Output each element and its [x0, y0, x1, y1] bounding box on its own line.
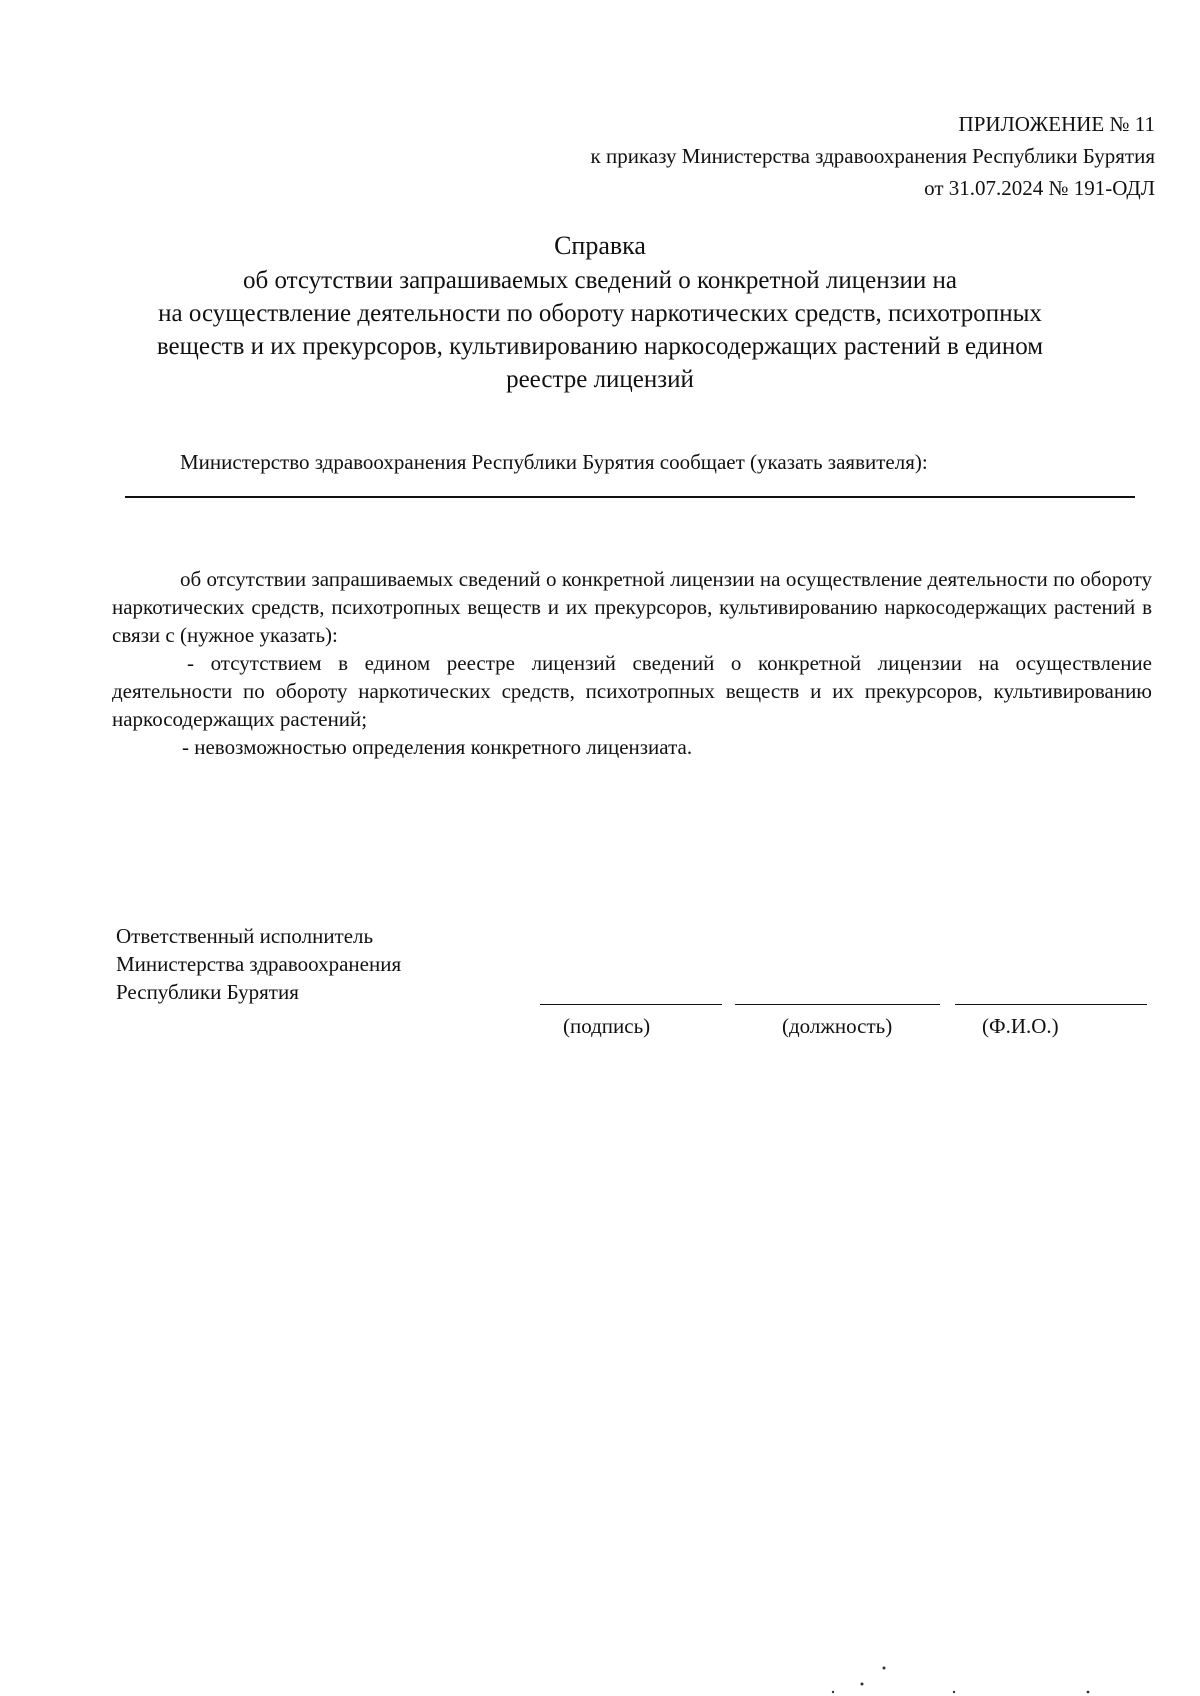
body-paragraph: об отсутствии запрашиваемых сведений о конкретной лицензии на осуществление деятельности по обороту наркотических средств, психотропных веществ и их прекурсоров, культивированию наркосодержащих растений в связи с (нужное указать): — [112, 567, 1152, 647]
title-main: Справка — [554, 231, 646, 260]
executor-line: Ответственный исполнитель — [116, 924, 374, 948]
position-caption: (должность) — [782, 1014, 893, 1038]
order-reference: к приказу Министерства здравоохранения Республики Бурятия — [590, 144, 1155, 168]
executor-line: Министерства здравоохранения — [116, 952, 402, 976]
ministry-statement: Министерство здравоохранения Республики Бурятия сообщает (указать заявителя): — [180, 450, 928, 474]
executor-line: Республики Бурятия — [116, 980, 299, 1004]
body-list-item: - отсутствием в едином реестре лицензий сведений о конкретной лицензии на осуществление деятельности по обороту наркотических средств, психотропных веществ и их прекурсоров, культивированию наркосодержащих растений; — [112, 651, 1152, 731]
body-list-item: - невозможностью определения конкретного лицензиата. — [182, 735, 693, 759]
title-line: реестре лицензий — [506, 366, 694, 393]
signature-caption: (подпись) — [563, 1014, 651, 1038]
order-date-number: от 31.07.2024 № 191-ОДЛ — [924, 176, 1155, 200]
full-name-caption: (Ф.И.О.) — [982, 1014, 1059, 1038]
title-line: веществ и их прекурсоров, культивированию наркосодержащих растений в едином — [156, 333, 1044, 360]
title-line: на осуществление деятельности по обороту наркотических средств, психотропных — [158, 300, 1042, 327]
title-line: об отсутствии запрашиваемых сведений о конкретной лицензии на — [243, 267, 957, 294]
appendix-number: ПРИЛОЖЕНИЕ № 11 — [958, 112, 1155, 136]
